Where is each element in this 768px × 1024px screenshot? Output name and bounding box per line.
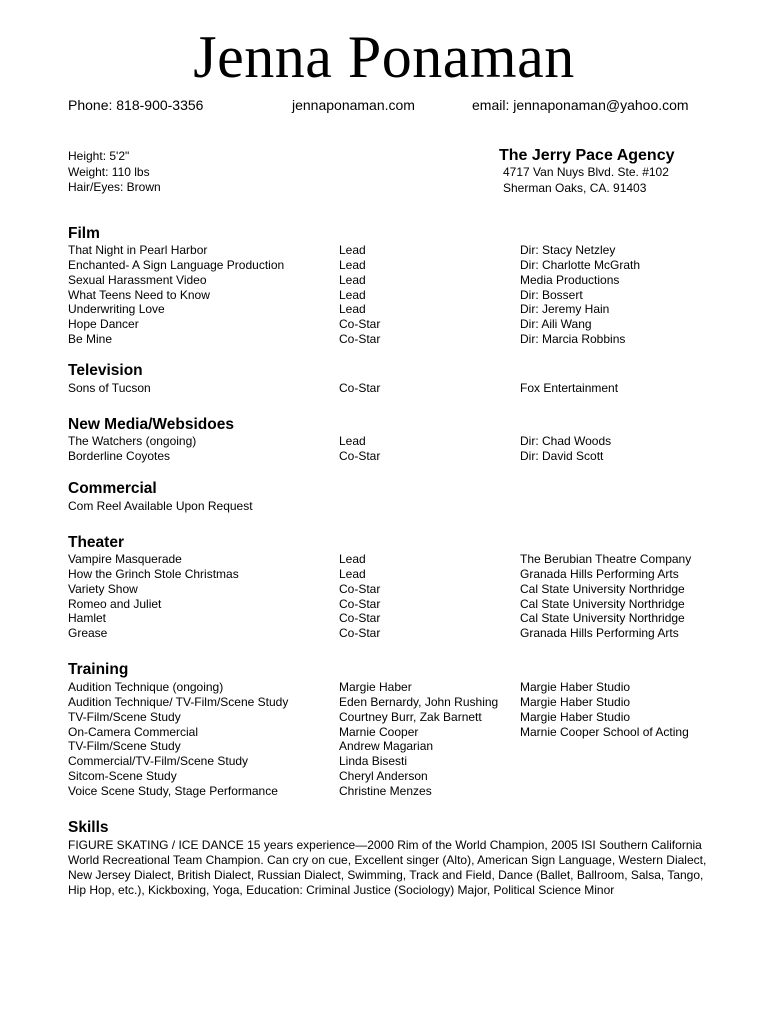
section-title-television: Television [68,362,143,379]
section-title-training: Training [68,661,129,678]
credit-detail: Cal State University Northridge [520,596,685,611]
list-item [68,243,748,258]
credit-project: Grease [68,626,108,641]
phone-number: Phone: 818-900-3356 [68,97,204,113]
credit-role: Co-Star [339,581,381,596]
credit-detail: Cal State University Northridge [520,611,685,626]
credit-project: Audition Technique/ TV-Film/Scene Study [68,694,289,709]
credit-project: Variety Show [68,581,138,596]
credit-role: Co-Star [339,626,381,641]
skills-text: FIGURE SKATING / ICE DANCE 15 years experience—2000 Rim of the World Champion, 2005 ISI Southern California World Recreational Team Champion. Can cry on cue, Excellent singer (Alto), American Sign Language, Western Dialect, New Jersey Dialect, British Dialect, Russian Dialect, Swimming, Track and Field, Dance (Ballet, Ballroom, Salsa, Tango, Hip Hop, etc.), Kickboxing, Yoga, Education: Criminal Justice (Sociology) Major, Political Science Minor [68,838,707,897]
height: Height: 5'2" [68,149,130,163]
list-item [68,680,748,695]
credit-detail: Dir: Bossert [520,287,583,302]
credit-role: Lead [339,434,366,448]
list-item [68,725,748,740]
credit-project: Hope Dancer [68,317,139,332]
credit-role: Co-Star [339,448,381,463]
list-item [68,739,748,754]
credit-detail: Dir: Jeremy Hain [520,302,610,317]
list-item [68,288,748,303]
credit-role: Eden Bernardy, John Rushing [339,694,499,709]
training-list [68,680,748,799]
commercial-note: Com Reel Available Upon Request [68,499,253,513]
credit-role: Linda Bisesti [339,754,408,769]
list-item [68,597,748,612]
agency-name: The Jerry Pace Agency [499,147,675,164]
website: jennaponaman.com [292,97,415,113]
credit-detail: Dir: Marcia Robbins [520,332,626,347]
credit-detail: Margie Haber Studio [520,709,631,724]
credit-role: Lead [339,272,366,287]
credit-role: Margie Haber [339,680,412,694]
credit-detail: Dir: Aili Wang [520,317,592,332]
credit-role: Co-Star [339,381,381,395]
list-item [68,769,748,784]
list-item [68,273,748,288]
credit-project: Hamlet [68,611,107,626]
list-item [68,784,748,799]
credit-detail: Cal State University Northridge [520,581,685,596]
agency-block [499,146,675,196]
credit-role: Co-Star [339,317,381,332]
credit-project: Sons of Tucson [68,381,151,395]
list-item [68,626,748,641]
list-item [68,381,748,396]
credit-project: Commercial/TV-Film/Scene Study [68,754,249,769]
credit-role: Lead [339,552,366,566]
list-item [68,695,748,710]
hair-eyes: Hair/Eyes: Brown [68,180,161,194]
credit-project: Sexual Harassment Video [68,272,207,287]
credit-project: The Watchers (ongoing) [68,434,197,448]
credit-detail: Dir: Charlotte McGrath [520,257,641,272]
credit-project: On-Camera Commercial [68,724,199,739]
credit-detail: Dir: Chad Woods [520,434,612,448]
credit-role: Marnie Cooper [339,724,419,739]
credit-role: Lead [339,243,366,257]
agency-address-line-2: Sherman Oaks, CA. 91403 [503,180,647,195]
credit-project: Vampire Masquerade [68,552,182,566]
credit-detail: Granada Hills Performing Arts [520,626,679,641]
email-address: email: jennaponaman@yahoo.com [472,97,689,113]
credit-role: Andrew Magarian [339,739,434,754]
credit-role: Lead [339,257,366,272]
list-item [68,434,748,449]
list-item [68,611,748,626]
credit-role: Lead [339,287,366,302]
credit-project: That Night in Pearl Harbor [68,243,208,257]
list-item [68,552,748,567]
list-item [68,302,748,317]
credit-detail: Marnie Cooper School of Acting [520,724,689,739]
film-list [68,243,748,347]
agency-address-line-1: 4717 Van Nuys Blvd. Ste. #102 [503,165,669,179]
list-item [68,332,748,347]
credit-project: Borderline Coyotes [68,448,171,463]
weight: Weight: 110 lbs [68,164,150,179]
credit-detail: Margie Haber Studio [520,680,631,694]
credit-project: Romeo and Juliet [68,596,162,611]
credit-role: Lead [339,566,366,581]
section-title-theater: Theater [68,534,124,551]
credit-role: Cheryl Anderson [339,769,428,784]
list-item [68,449,748,464]
credit-role: Co-Star [339,332,381,347]
section-title-commercial: Commercial [68,480,157,497]
credit-project: Be Mine [68,332,113,347]
section-title-skills: Skills [68,819,109,836]
credit-role: Co-Star [339,611,381,626]
list-item [68,258,748,273]
credit-project: TV-Film/Scene Study [68,739,181,754]
credit-project: Underwriting Love [68,302,165,317]
credit-detail: Dir: Stacy Netzley [520,243,616,257]
credit-role: Co-Star [339,596,381,611]
credit-detail: Media Productions [520,272,620,287]
credit-project: Audition Technique (ongoing) [68,680,224,694]
section-title-new-media: New Media/Websidoes [68,416,234,433]
credit-detail: Dir: David Scott [520,448,604,463]
credit-project: TV-Film/Scene Study [68,709,181,724]
credit-role: Christine Menzes [339,783,432,798]
list-item [68,567,748,582]
credit-project: Voice Scene Study, Stage Performance [68,783,278,798]
credit-detail: The Berubian Theatre Company [520,552,692,566]
television-list [68,381,748,396]
credit-project: Enchanted- A Sign Language Production [68,257,285,272]
list-item [68,710,748,725]
credit-detail: Granada Hills Performing Arts [520,566,679,581]
new-media-list [68,434,748,464]
list-item [68,582,748,597]
credit-project: How the Grinch Stole Christmas [68,566,239,581]
credit-role: Courtney Burr, Zak Barnett [339,709,482,724]
list-item [68,754,748,769]
credit-detail: Fox Entertainment [520,381,619,395]
section-title-film: Film [68,225,100,242]
theater-list [68,552,748,641]
list-item [68,317,748,332]
credit-detail: Margie Haber Studio [520,694,631,709]
credit-role: Lead [339,302,366,317]
credit-project: Sitcom-Scene Study [68,769,177,784]
resume-name: Jenna Ponaman [193,24,575,90]
credit-project: What Teens Need to Know [68,287,210,302]
physical-stats [68,149,161,196]
